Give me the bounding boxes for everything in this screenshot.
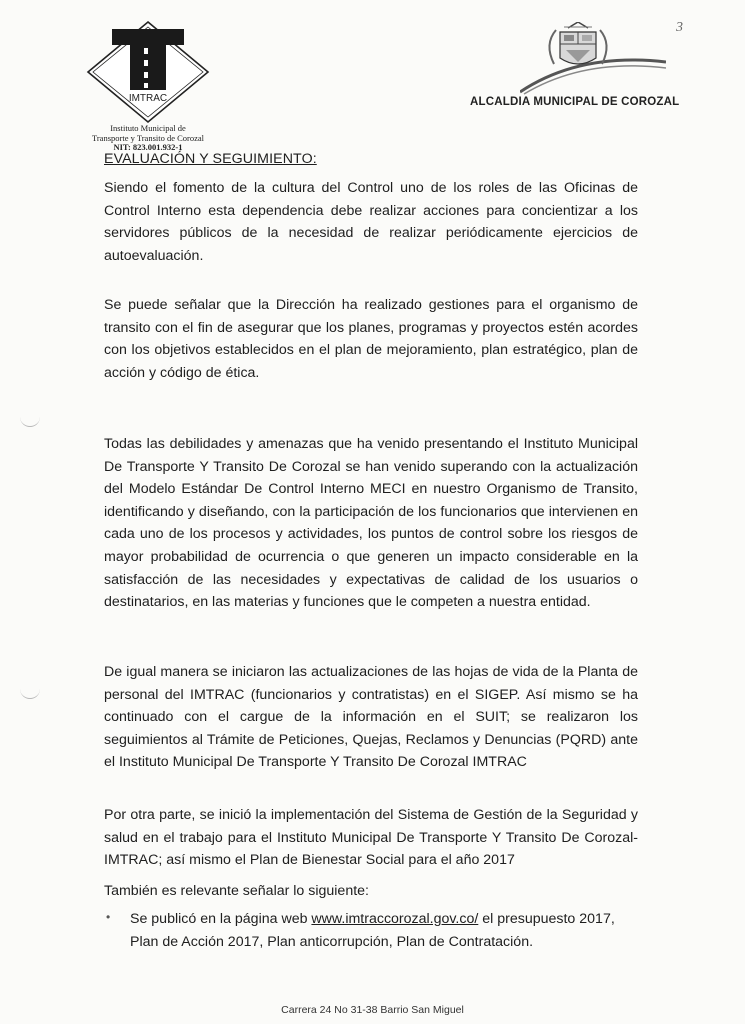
website-link[interactable]: www.imtraccorozal.gov.co/ — [311, 911, 479, 927]
institute-line-2: Transporte y Transito de Corozal — [91, 132, 205, 143]
logo-text: IMTRAC — [128, 93, 168, 104]
paragraph-4: De igual manera se iniciaron las actualizaciones de las hojas de vida de la Planta de personal del IMTRAC (funcionarios y contratistas) en el SIGEP. Así mismo se ha continuado con el cargue de la información en el SUIT; se realizaron los seguimientos al Trámite de Peticiones, Quejas, Reclamos y Denuncias (PQRD) ante el Instituto Municipal De Transporte Y Transito De Corozal IMTRAC — [104, 664, 638, 771]
institute-line-1: Instituto Municipal de — [110, 123, 186, 133]
footer-address: Carrera 24 No 31-38 Barrio San Miguel — [281, 1004, 464, 1016]
paragraph-1: Siendo el fomento de la cultura del Control uno de los roles de las Oficinas de Control Interno esta dependencia debe realizar acciones para concientizar a los servidores públicos de la necesidad de realizar periódicamente ejercicios de autoevaluación. — [104, 180, 638, 264]
paragraph-5: Por otra parte, se inició la implementación del Sistema de Gestión de la Seguridad y salud en el trabajo para el Instituto Municipal De Transporte Y Transito De Corozal- IMTRAC; así mismo el Plan de Bienestar Social para el año 2017 — [104, 807, 638, 869]
bullet-suffix: el presupuesto 2017, Plan de Acción 2017, Plan anticorrupción, Plan de Contratación. — [130, 911, 615, 950]
intro-line: También es relevante señalar lo siguiente: — [104, 883, 369, 899]
section-heading: EVALUACIÓN Y SEGUIMIENTO: — [104, 151, 317, 167]
alcaldia-title: ALCALDIA MUNICIPAL DE COROZAL — [470, 96, 680, 108]
bullet-item — [130, 908, 644, 953]
page-number: 3 — [676, 20, 683, 35]
paragraph-2: Se puede señalar que la Dirección ha realizado gestiones para el organismo de transito con el fin de asegurar que los planes, programas y proyectos estén acordes con los objetivos establecidos en el plan de mejoramiento, plan estratégico, plan de acción y código de ética. — [104, 297, 638, 381]
punch-hole-bottom — [20, 686, 40, 699]
bullet-dot-icon: • — [106, 910, 111, 924]
institute-block — [64, 124, 232, 153]
nit-number: NIT: 823.001.932-1 — [113, 142, 183, 152]
bullet-prefix: Se publicó en la página web — [130, 911, 312, 927]
punch-hole-top — [20, 414, 40, 427]
paragraph-3: Todas las debilidades y amenazas que ha venido presentando el Instituto Municipal De Transporte Y Transito De Corozal se han venido superando con la actualización del Modelo Estándar De Control Interno MECI en nuestro Organismo de Transito, identificando y diseñando, con la participación de los funcionarios que intervienen en cada uno de los procesos y actividades, los puntos de control sobre los riesgos de mayor probabilidad de ocurrencia o que generen un impacto considerable en la satisfacción de las necesidades y expectativas de calidad de los usuarios o destinatarios, en las materias y funciones que le competen a nuestra entidad. — [104, 436, 638, 611]
municipal-seal — [520, 22, 666, 96]
imtrac-logo — [86, 20, 210, 124]
